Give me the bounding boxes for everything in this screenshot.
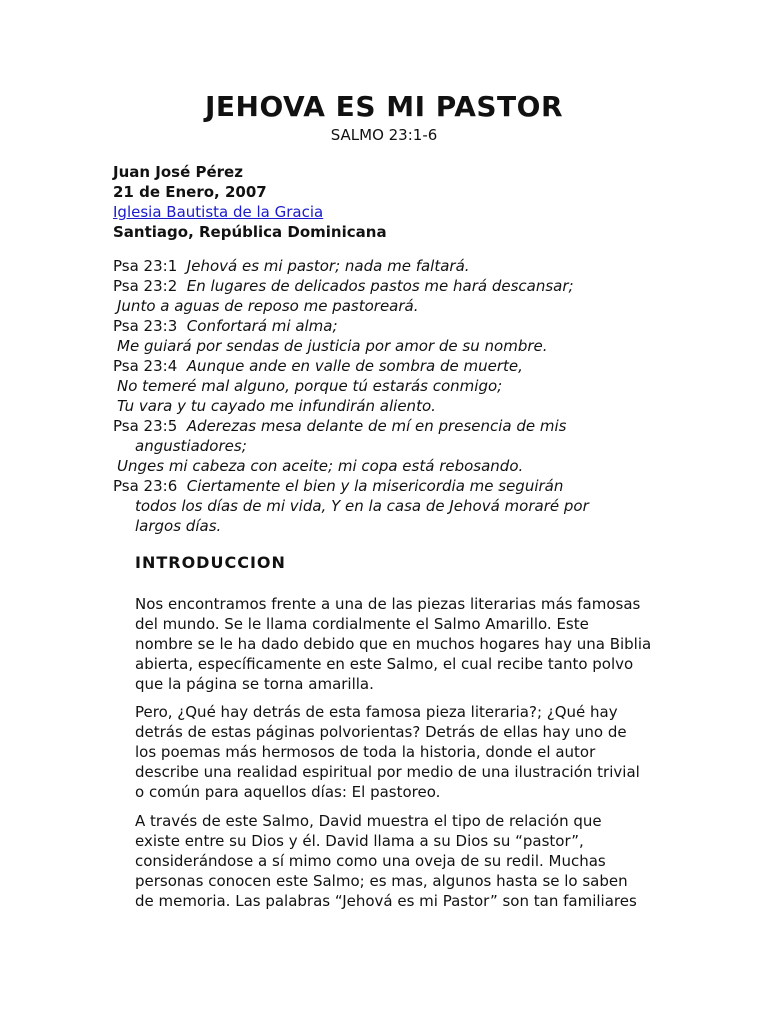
- paragraph-2: [135, 702, 645, 802]
- verse-3-continuation: Me guiará por sendas de justicia por amor de su nombre.: [117, 337, 548, 355]
- paragraph-line: A través de este Salmo, David muestra el tipo de relación que: [135, 812, 602, 830]
- verse-6-wrap: todos los días de mi vida, Y en la casa de Jehová moraré por: [135, 497, 589, 515]
- paragraph-line: detrás de estas páginas polvorientas? Detrás de ellas hay uno de: [135, 723, 627, 741]
- verse-4: [113, 356, 653, 376]
- paragraph-line: o común para aquellos días: El pastoreo.: [135, 783, 441, 801]
- paragraph-line: que la página se torna amarilla.: [135, 675, 374, 693]
- verse-5: [113, 416, 653, 436]
- paragraph-line: Pero, ¿Qué hay detrás de esta famosa pieza literaria?; ¿Qué hay: [135, 703, 618, 721]
- paragraph-line: nombre se le ha dado debido que en muchos hogares hay una Biblia: [135, 635, 652, 653]
- paragraph-line: considerándose a sí mimo como una oveja de su redil. Muchas: [135, 852, 606, 870]
- verse-6-wrap: largos días.: [135, 517, 222, 535]
- psalm-passage: [113, 256, 653, 536]
- verse-2-continuation: Junto a aguas de reposo me pastoreará.: [117, 297, 419, 315]
- document-title: JEHOVA ES MI PASTOR: [204, 90, 564, 123]
- paragraph-line: personas conocen este Salmo; es mas, algunos hasta se lo saben: [135, 872, 628, 890]
- paragraph-line: existe entre su Dios y él. David llama a su Dios su “pastor”,: [135, 832, 584, 850]
- verse-5-wrap: angustiadores;: [135, 437, 247, 455]
- verse-ref: Psa 23:2: [113, 277, 178, 295]
- author-name: Juan José Pérez: [113, 163, 243, 181]
- document-subtitle: SALMO 23:1-6: [330, 126, 438, 144]
- verse-5-continuation: Unges mi cabeza con aceite; mi copa está rebosando.: [117, 457, 524, 475]
- verse-text: Aunque ande en valle de sombra de muerte,: [186, 357, 523, 375]
- verse-4-continuation: Tu vara y tu cayado me infundirán aliento.: [117, 397, 436, 415]
- sermon-meta: [113, 162, 387, 242]
- paragraph-3: [135, 811, 645, 911]
- verse-text: Confortará mi alma;: [186, 317, 338, 335]
- verse-ref: Psa 23:3: [113, 317, 178, 335]
- verse-ref: Psa 23:1: [113, 257, 178, 275]
- paragraph-line: abierta, específicamente en este Salmo, el cual recibe tanto polvo: [135, 655, 634, 673]
- paragraph-line: Nos encontramos frente a una de las piezas literarias más famosas: [135, 595, 641, 613]
- paragraph-line: los poemas más hermosos de toda la historia, donde el autor: [135, 743, 596, 761]
- sermon-date: 21 de Enero, 2007: [113, 183, 267, 201]
- verse-text: En lugares de delicados pastos me hará descansar;: [186, 277, 574, 295]
- verse-text: Aderezas mesa delante de mí en presencia de mis: [186, 417, 567, 435]
- verse-4-continuation: No temeré mal alguno, porque tú estarás conmigo;: [117, 377, 503, 395]
- verse-ref: Psa 23:6: [113, 477, 178, 495]
- verse-text: Jehová es mi pastor; nada me faltará.: [186, 257, 470, 275]
- verse-ref: Psa 23:5: [113, 417, 178, 435]
- paragraph-line: describe una realidad espiritual por medio de una ilustración trivial: [135, 763, 640, 781]
- location: Santiago, República Dominicana: [113, 223, 387, 241]
- verse-ref: Psa 23:4: [113, 357, 178, 375]
- verse-6: [113, 476, 653, 496]
- paragraph-line: de memoria. Las palabras “Jehová es mi Pastor” son tan familiares: [135, 892, 637, 910]
- church-link[interactable]: Iglesia Bautista de la Gracia: [113, 203, 324, 221]
- paragraph-line: del mundo. Se le llama cordialmente el Salmo Amarillo. Este: [135, 615, 589, 633]
- paragraph-1: [135, 594, 652, 694]
- section-heading: INTRODUCCION: [135, 553, 286, 572]
- verse-text: Ciertamente el bien y la misericordia me seguirán: [186, 477, 564, 495]
- verse-2: [113, 276, 653, 296]
- verse-1: [113, 256, 653, 276]
- verse-3: [113, 316, 653, 336]
